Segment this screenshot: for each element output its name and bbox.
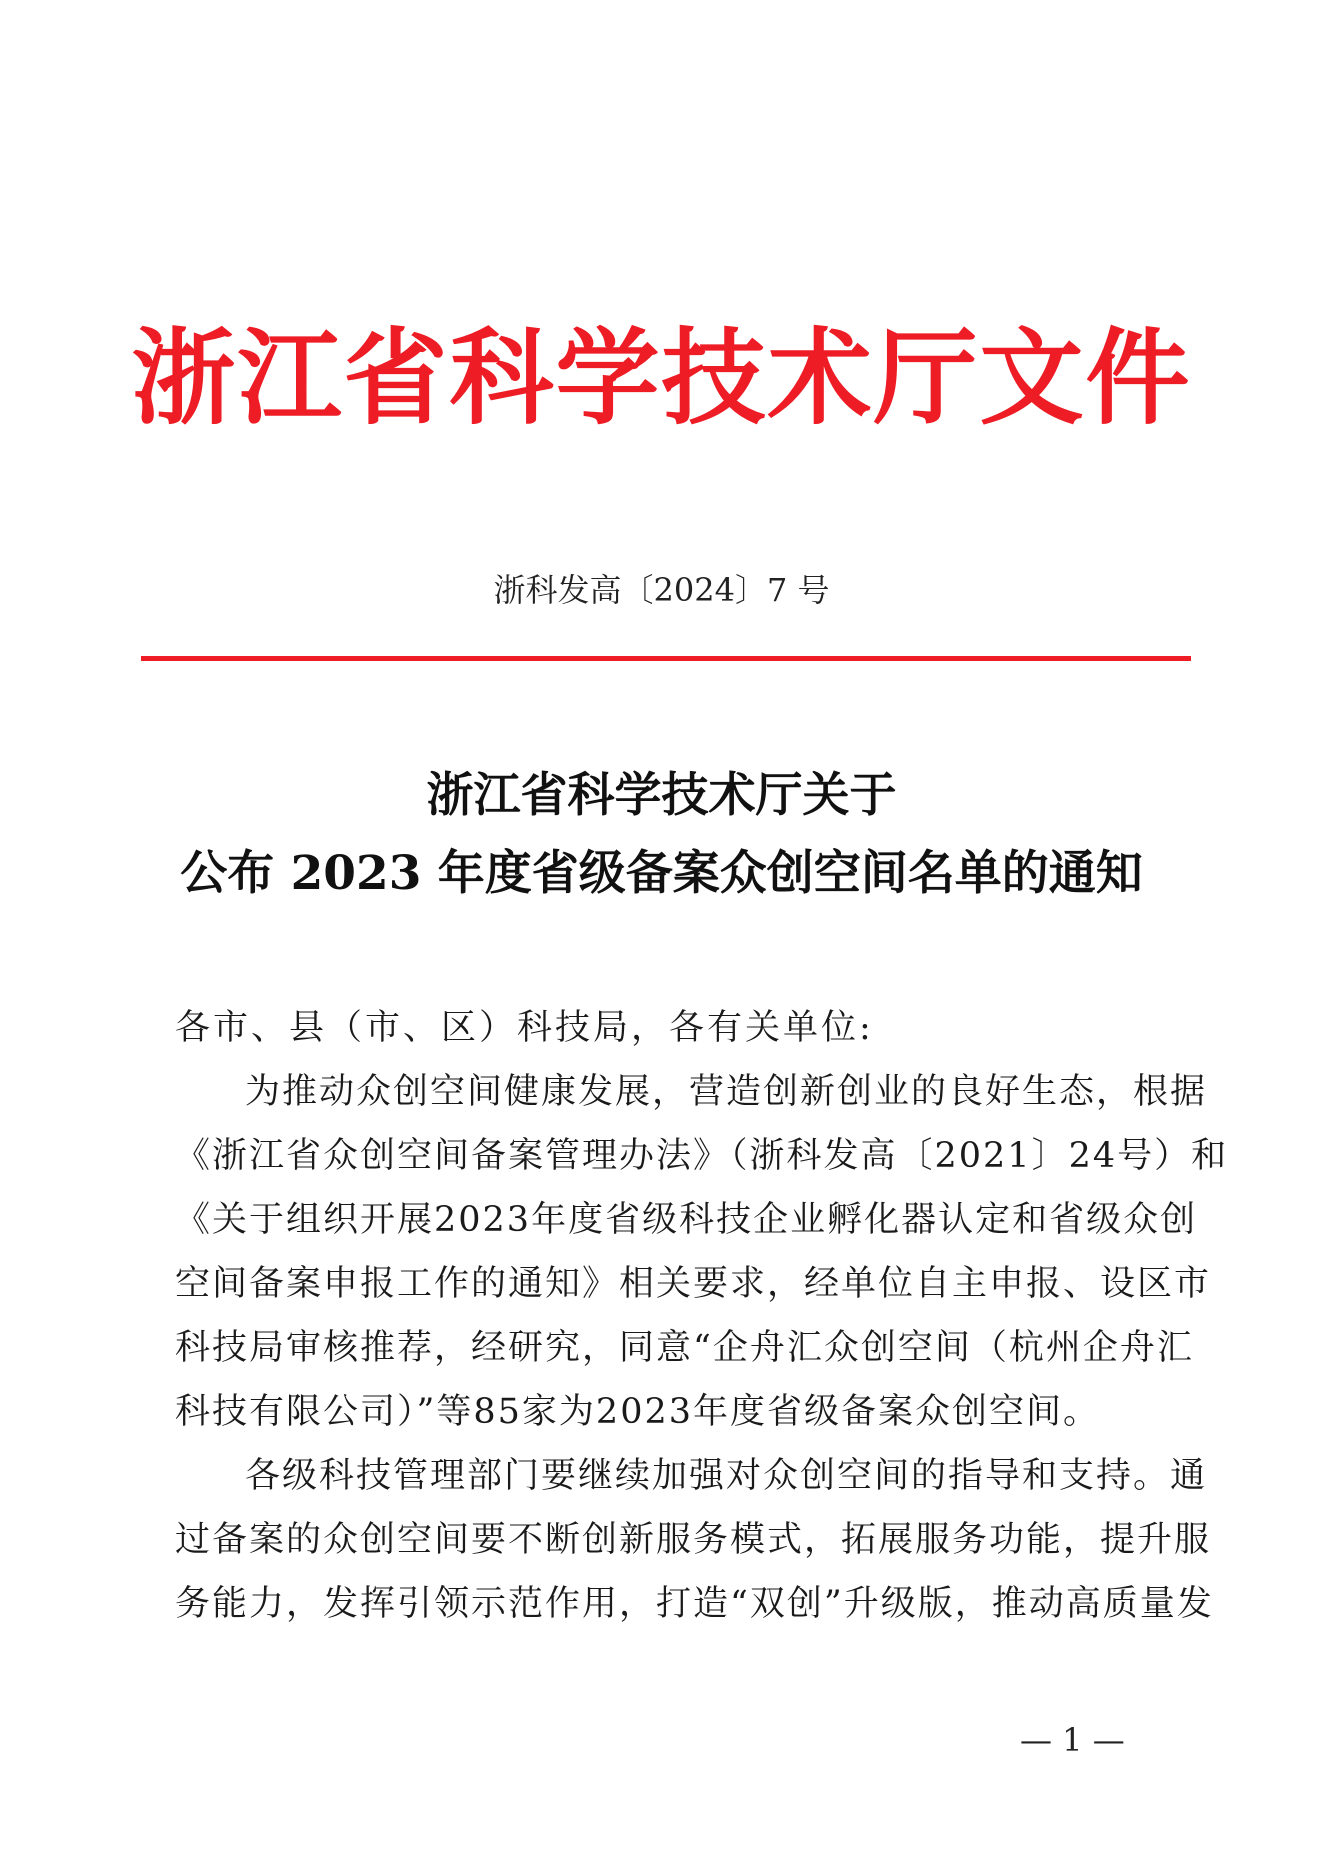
body-paragraph-line: 《关于组织开展2023年度省级科技企业孵化器认定和省级众创: [175, 1200, 1198, 1240]
document-title-line-2: 公布 2023 年度省级备案众创空间名单的通知: [180, 846, 1143, 901]
document-title-line-1: 浙江省科学技术厅关于: [426, 768, 897, 823]
body-paragraph-line: 科技有限公司）”等85家为2023年度省级备案众创空间。: [175, 1392, 1101, 1432]
red-divider-line: [141, 656, 1191, 661]
salutation: 各市、县（市、区）科技局，各有关单位:: [175, 1008, 874, 1048]
body-paragraph-line: 空间备案申报工作的通知》相关要求，经单位自主申报、设区市: [175, 1264, 1212, 1304]
document-number: 浙科发高〔2024〕7 号: [493, 571, 830, 609]
page-number: — 1 —: [1020, 1721, 1125, 1759]
body-paragraph-line: 务能力，发挥引领示范作用，打造“双创”升级版，推动高质量发: [175, 1584, 1214, 1624]
body-paragraph-line: 各级科技管理部门要继续加强对众创空间的指导和支持。通: [245, 1456, 1208, 1496]
body-paragraph-line: 科技局审核推荐，经研究，同意“企舟汇众创空间（杭州企舟汇: [175, 1328, 1194, 1368]
body-paragraph-line: 《浙江省众创空间备案管理办法》（浙科发高〔2021〕24号）和: [175, 1136, 1229, 1176]
agency-header-title: 浙江省科学技术厅文件: [131, 316, 1192, 439]
body-paragraph-line: 过备案的众创空间要不断创新服务模式，拓展服务功能，提升服: [175, 1520, 1212, 1560]
body-paragraph-line: 为推动众创空间健康发展，营造创新创业的良好生态，根据: [245, 1072, 1208, 1112]
